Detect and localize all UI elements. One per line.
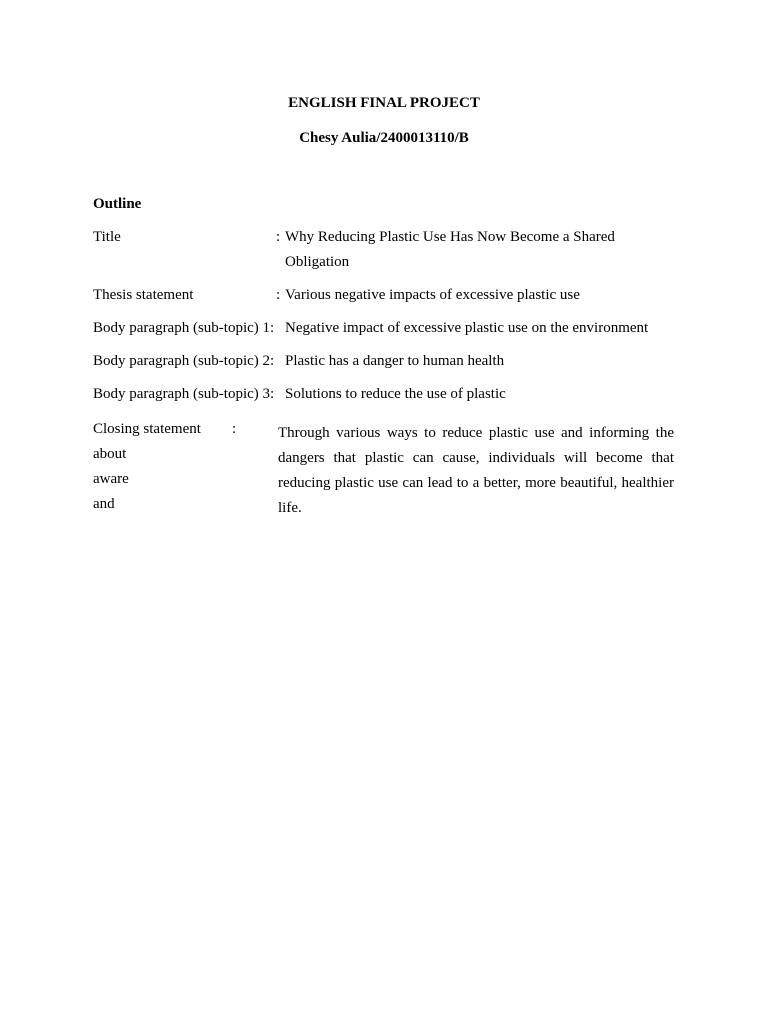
body-3-value: Solutions to reduce the use of plastic (285, 386, 506, 402)
thesis-label: Thesis statement (93, 287, 194, 303)
title-value-line2: Obligation (285, 254, 350, 270)
closing-label-cont-1: about (93, 446, 127, 462)
body-2-value: Plastic has a danger to human health (285, 353, 505, 369)
outline-heading: Outline (93, 196, 142, 212)
closing-label-cont-3: and (93, 496, 115, 512)
closing-label: Closing statement (93, 421, 201, 437)
body-1-value: Negative impact of excessive plastic use on the environment (285, 320, 649, 336)
closing-label-cont-2: aware (93, 471, 129, 487)
title-colon: : (276, 229, 281, 245)
closing-value: Through various ways to reduce plastic use and informing the dangers that plastic can cause, individuals will become that reducing plastic use can lead to a better, more beautiful, healthier life. (278, 425, 674, 516)
body-2-label: Body paragraph (sub-topic) 2: (93, 353, 275, 369)
document-title: ENGLISH FINAL PROJECT (288, 95, 480, 111)
author-line: Chesy Aulia/2400013110/B (299, 130, 469, 146)
body-1-label: Body paragraph (sub-topic) 1: (93, 320, 275, 336)
body-3-label: Body paragraph (sub-topic) 3: (93, 386, 275, 402)
closing-colon: : (232, 421, 237, 437)
title-label: Title (93, 229, 121, 245)
thesis-colon: : (276, 287, 281, 303)
thesis-value: Various negative impacts of excessive plastic use (285, 287, 580, 303)
title-value-line1: Why Reducing Plastic Use Has Now Become a Shared (285, 229, 615, 245)
